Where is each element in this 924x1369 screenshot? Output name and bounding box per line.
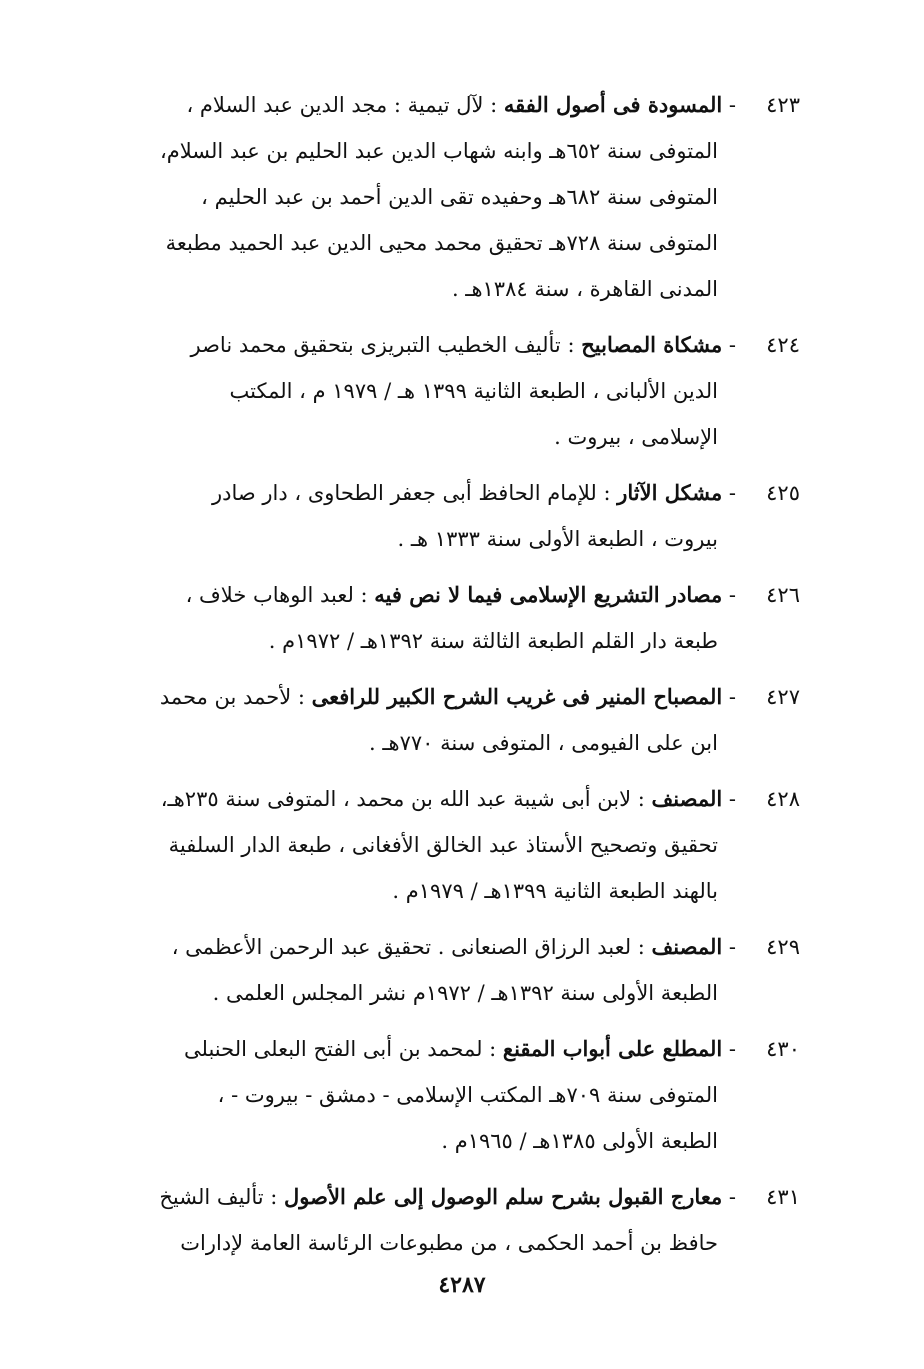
entry-dash: -: [722, 481, 736, 505]
entry-first-text: [88, 572, 736, 618]
page-number: ٤٢٨٧: [438, 1272, 486, 1298]
entry-first-line: [88, 674, 800, 720]
entry-first-line: [88, 924, 800, 970]
entry-number: ٤٢٤: [766, 333, 800, 357]
entry-first-line: [88, 1174, 800, 1220]
entry-number: ٤٢٨: [766, 787, 800, 811]
bibliography-entry: [88, 470, 800, 562]
bibliography-entry: [88, 776, 800, 914]
entry-continuation-line: الدين الألبانى ، الطبعة الثانية ١٣٩٩ هـ / ١٩٧٩ م ، المكتب: [229, 379, 718, 403]
entry-first-rest: : لعبد الرزاق الصنعانى . تحقيق عبد الرحمن الأعظمى ،: [171, 935, 652, 959]
entry-number: ٤٣١: [766, 1185, 800, 1209]
entry-number: ٤٣٠: [766, 1037, 800, 1061]
entry-continuation-line: الطبعة الأولى ١٣٨٥هـ / ١٩٦٥م .: [441, 1129, 718, 1153]
entry-title: مصادر التشريع الإسلامى فيما لا نص فيه: [374, 582, 723, 607]
entry-first-text: [88, 322, 736, 368]
entry-continuation-line: تحقيق وتصحيح الأستاذ عبد الخالق الأفغانى ، طبعة الدار السلفية: [168, 833, 718, 857]
entry-continuation-line: المتوفى سنة ٧٠٩هـ المكتب الإسلامى - دمشق - بيروت - ،: [217, 1083, 718, 1107]
entry-title: معارج القبول بشرح سلم الوصول إلى علم الأصول: [284, 1184, 723, 1209]
entry-first-text: [88, 1174, 736, 1220]
entry-continuation-line: الطبعة الأولى سنة ١٣٩٢هـ / ١٩٧٢م نشر المجلس العلمى .: [212, 981, 718, 1005]
entry-number: ٤٢٥: [766, 481, 800, 505]
entry-dash: -: [722, 93, 736, 117]
entry-continuation-line: المتوفى سنة ٦٥٢هـ وابنه شهاب الدين عبد الحليم بن عبد السلام،: [159, 139, 718, 163]
entry-title: المطلع على أبواب المقنع: [502, 1036, 723, 1061]
entry-title: مشكاة المصابيح: [581, 332, 723, 357]
entry-dash: -: [722, 1037, 736, 1061]
entry-first-text: [88, 776, 736, 822]
entry-first-text: [88, 82, 736, 128]
entry-first-line: [88, 572, 800, 618]
entry-title: المصنف: [651, 786, 723, 811]
entry-continuation-line: بالهند الطبعة الثانية ١٣٩٩هـ / ١٩٧٩م .: [392, 879, 718, 903]
entry-continuation-line: ابن على الفيومى ، المتوفى سنة ٧٧٠هـ .: [369, 731, 718, 755]
entry-title: مشكل الآثار: [617, 480, 723, 505]
entry-dash: -: [722, 583, 736, 607]
entry-first-line: [88, 1026, 800, 1072]
entry-first-text: [88, 1026, 736, 1072]
entry-first-rest: : للإمام الحافظ أبى جعفر الطحاوى ، دار صادر: [212, 481, 618, 505]
entry-first-text: [88, 924, 736, 970]
entry-continuation-line: المتوفى سنة ٦٨٢هـ وحفيده تقى الدين أحمد بن عبد الحليم ،: [201, 185, 718, 209]
entry-number: ٤٢٦: [766, 583, 800, 607]
entry-continuation-line: الإسلامى ، بيروت .: [554, 425, 718, 449]
bibliography-entry: [88, 1026, 800, 1164]
entry-number: ٤٢٣: [766, 93, 800, 117]
entry-first-rest: : تأليف الشيخ: [159, 1185, 285, 1209]
entry-continuation-line: المدنى القاهرة ، سنة ١٣٨٤هـ .: [451, 277, 718, 301]
entry-number: ٤٢٧: [766, 685, 800, 709]
entry-first-rest: : لآل تيمية : مجد الدين عبد السلام ،: [186, 93, 504, 117]
bibliography-entry: [88, 82, 800, 312]
entry-first-line: [88, 470, 800, 516]
bibliography-entry: [88, 322, 800, 460]
entry-continuation-line: حافظ بن أحمد الحكمى ، من مطبوعات الرئاسة العامة لإدارات: [180, 1231, 718, 1255]
entry-first-line: [88, 322, 800, 368]
entry-dash: -: [722, 685, 736, 709]
entry-title: المسودة فى أصول الفقه: [503, 92, 723, 117]
bibliography-entry: [88, 1174, 800, 1266]
bibliography-entry: [88, 924, 800, 1016]
entry-title: المصنف: [651, 934, 723, 959]
entry-dash: -: [722, 935, 736, 959]
entry-first-rest: : لأحمد بن محمد: [159, 685, 312, 709]
entry-first-line: [88, 776, 800, 822]
bibliography-entry: [88, 674, 800, 766]
entry-first-text: [88, 674, 736, 720]
entry-continuation-line: طبعة دار القلم الطبعة الثالثة سنة ١٣٩٢هـ / ١٩٧٢م .: [268, 629, 718, 653]
bibliography-list: [88, 82, 800, 1276]
entry-first-text: [88, 470, 736, 516]
entry-dash: -: [722, 333, 736, 357]
entry-first-line: [88, 82, 800, 128]
entry-continuation-line: المتوفى سنة ٧٢٨هـ تحقيق محمد محيى الدين عبد الحميد مطبعة: [165, 231, 718, 255]
entry-title: المصباح المنير فى غريب الشرح الكبير للرافعى: [311, 684, 723, 709]
bibliography-entry: [88, 572, 800, 664]
entry-continuation-line: بيروت ، الطبعة الأولى سنة ١٣٣٣ هـ .: [397, 527, 718, 551]
entry-first-rest: : لعبد الوهاب خلاف ،: [185, 583, 375, 607]
entry-dash: -: [722, 787, 736, 811]
entry-number: ٤٢٩: [766, 935, 800, 959]
entry-first-rest: : لمحمد بن أبى الفتح البعلى الحنبلى: [184, 1037, 503, 1061]
entry-first-rest: : تأليف الخطيب التبريزى بتحقيق محمد ناصر: [190, 333, 582, 357]
entry-first-rest: : لابن أبى شيبة عبد الله بن محمد ، المتوفى سنة ٢٣٥هـ،: [160, 787, 652, 811]
entry-dash: -: [722, 1185, 736, 1209]
